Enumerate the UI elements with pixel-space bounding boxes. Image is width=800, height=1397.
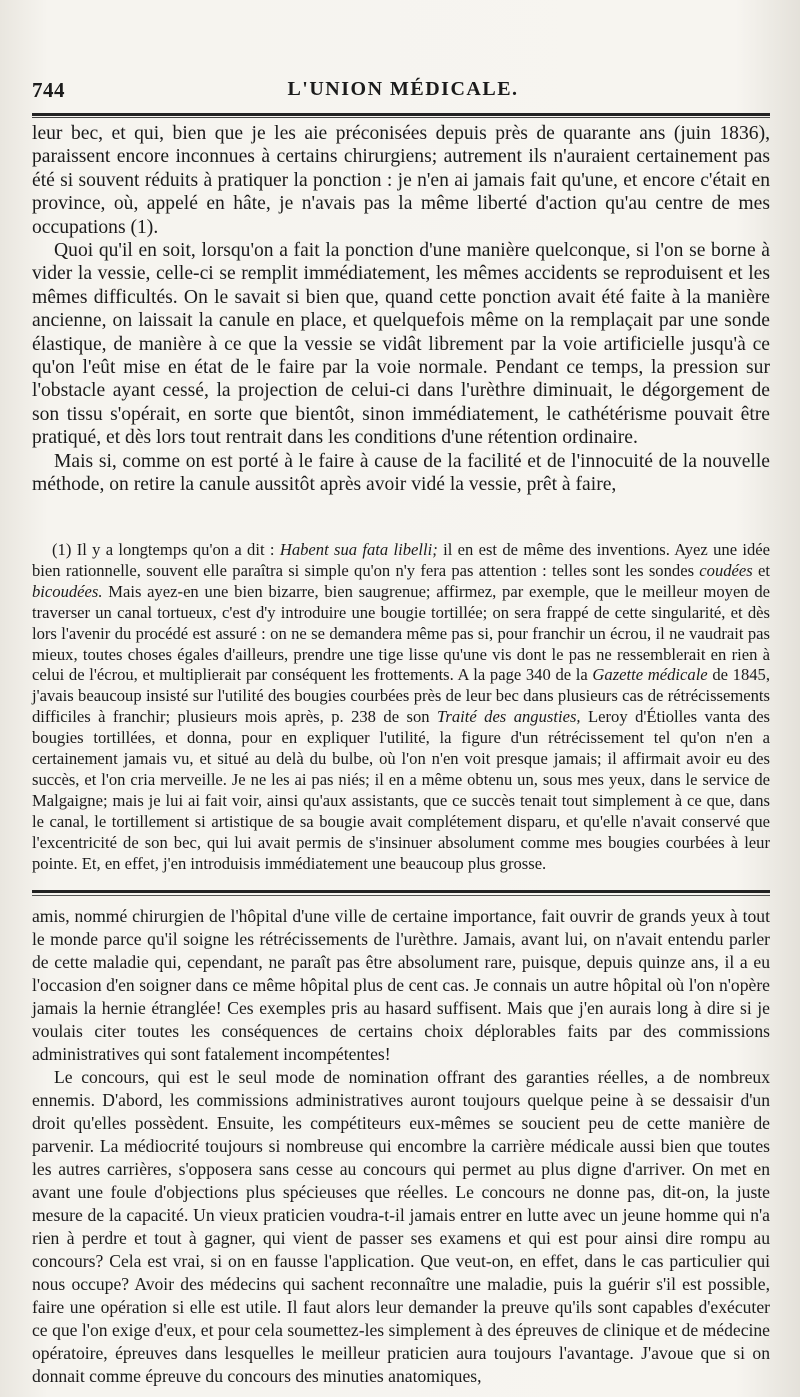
page-number: 744: [32, 78, 65, 102]
page-header: [32, 74, 774, 104]
section-rule: [32, 890, 770, 893]
italic-term: bicoudées.: [32, 581, 103, 601]
running-head: L'UNION MÉDICALE.: [287, 78, 519, 100]
paragraph: Le concours, qui est le seul mode de nomination offrant des garanties réelles, a de nombreux ennemis. D'abord, les commissions administratives auront toujours quelque peine à se dessaisir d'un droit qu'elles possèdent. Ensuite, les compétiteurs eux-mêmes se soucient peu de cette manière de parvenir. La médiocrité toujours si nombreuse qui encombre la carrière médicale aussi bien que toutes les autres carrières, s'opposera sans cesse au concours qui permet au plus digne d'arriver. On met en avant une foule d'objections plus spécieuses que réelles. Le concours ne donne pas, dit-on, la juste mesure de la capacité. Un vieux praticien voudra-t-il jamais entrer en lutte avec un jeune homme qui n'a rien à perdre et tout à gagner, qui vient de passer ses examens et qui est pour ainsi dire rompu au concours? Cela est vrai, si on en fausse l'application. Que veut-on, en effet, dans le cas particulier qui nous occupe? Avoir des médecins qui sachent reconnaître une maladie, puis la guérir s'il est possible, faire une opération si elle est utile. Il faut alors leur demander la preuve qu'ils sont capables d'exécuter ce que l'on exige d'eux, et pour cela soumettez-les simplement à des épreuves de clinique et de médecine opératoire, épreuves dans lesquelles le meilleur praticien aura toujours l'avantage. J'avoue que si on donnait comme épreuve du concours des minuties anatomiques,: [32, 1067, 770, 1386]
header-rule: [32, 113, 770, 116]
paragraph: Quoi qu'il en soit, lorsqu'on a fait la ponction d'une manière quelconque, si l'on se borne à vider la vessie, celle-ci se remplit immédiatement, les mêmes accidents se reproduisent et les mêmes difficultés. On le savait si bien que, quand cette ponction avait été faite à la manière ancienne, on laissait la canule en place, et quelquefois même on la remplaçait par une sonde élastique, de manière à ce que la vessie se vidât librement par la voie artificielle jusqu'à ce qu'on l'eût mise en état de le faire par la voie normale. Pendant ce temps, la pression sur l'obstacle ayant cessé, la projection de celui-ci dans l'urèthre diminuait, le dégorgement de son tissu s'opérait, en sorte que bientôt, sinon immédiatement, le cathétérisme pouvait être pratiqué, et dès lors tout rentrait dans les conditions d'une rétention ordinaire.: [32, 240, 770, 449]
footnote-text: Il y a longtemps qu'on a dit :: [76, 540, 275, 559]
feuilleton-text: [32, 905, 770, 1388]
latin-quote: Habent sua fata libelli;: [279, 540, 438, 559]
paragraph: leur bec, et qui, bien que je les aie préconisées depuis près de quarante ans (juin 1836), paraissent encore inconnues à certains chirurgiens; autrement ils n'auraient certainement pas été si souvent réduits à pratiquer la ponction : je n'en ai jamais fait qu'une, et encore c'était en province, où, appelé en hâte, je n'avais pas la même liberté d'action qu'au centre de mes occupations (1).: [32, 123, 770, 238]
footnote-paragraph: [32, 540, 770, 875]
header-rule-thin: [32, 117, 770, 118]
main-text: [32, 122, 770, 497]
journal-title: Gazette médicale: [592, 665, 708, 685]
footnote: [32, 540, 770, 875]
footnote-text: et: [758, 560, 770, 580]
book-title: Traité des angusties,: [437, 707, 581, 727]
section-rule-thin: [32, 895, 770, 896]
footnote-marker: (1): [52, 540, 72, 559]
paragraph: Mais si, comme on est porté à le faire à cause de la facilité et de l'innocuité de la nouvelle méthode, on retire la canule aussitôt après avoir vidé la vessie, prêt à faire,: [32, 450, 770, 496]
footnote-text: Leroy d'Étiolles vanta des bougies tortillées, et donna, pour en expliquer l'utilité, la figure d'un rétrécissement tel qu'on n'en a certainement jamais vu, et situé au delà du bulbe, où l'on n'en voit presque jamais; il affirmait avoir eu des succès, et l'on cria merveille. Je ne les ai pas niés; il en a même obtenu un, sous mes yeux, dans le service de Malgaigne; mais je lui ai fait voir, ainsi qu'aux assistants, que ce succès tenait tout simplement à ce que, dans le canal, le tortillement si artistique de sa bougie avait complétement disparu, et qu'elle n'avait conservé que l'excentricité de son bec, qui lui avait permis de s'insinuer absolument comme mes bougies courbées à leur pointe. Et, en effet, j'en introduisis immédiatement une beaucoup plus grosse.: [32, 707, 771, 873]
footnote-text: de 1845, j'avais beaucoup insisté sur l'utilité des bougies courbées près de leur bec dans plusieurs cas de rétrécissements difficiles à franchir; plusieurs mois après, p. 238 de son: [32, 665, 771, 727]
paragraph: amis, nommé chirurgien de l'hôpital d'une ville de certaine importance, fait ouvrir de grands yeux à tout le monde parce qu'il soigne les rétrécissements de l'urèthre. Jamais, avant lui, on n'avait entendu parler de cette maladie qui, cependant, ne paraît pas être absolument rare, puisque, depuis quinze ans, il a eu l'occasion d'en soigner dans ce même hôpital plus de cent cas. Je connais un autre hôpital où l'on n'opère jamais la hernie étranglée! Ces exemples pris au hasard suffisent. Mais que j'en aurais long à dire si je voulais citer toutes les conséquences de certains choix déplorables faits par des commissions administratives qui sont fatalement incompétentes!: [32, 906, 770, 1064]
italic-term: coudées: [699, 560, 753, 580]
footnote-text: Mais ayez-en une bien bizarre, bien saugrenue; affirmez, par exemple, que le meilleur moyen de traverser un canal tortueux, c'est d'y introduire une bougie tortillée; on sera frappé de cette singularité, et dès lors l'avenir du procédé est assuré : on ne se demandera même pas si, pour franchir un écrou, il ne vaudrait pas mieux, toutes choses égales d'ailleurs, prendre une tige lisse qu'une vis dont le pas ne ressemblerait en rien à celui de l'écrou, et multiplierait par conséquent les frottements. A la page 340 de la: [32, 581, 770, 685]
footnote-text: il en est de même des inventions. Ayez une idée bien rationnelle, souvent elle paraîtra si simple qu'on n'y fera pas attention : telles sont les sondes: [32, 540, 771, 580]
